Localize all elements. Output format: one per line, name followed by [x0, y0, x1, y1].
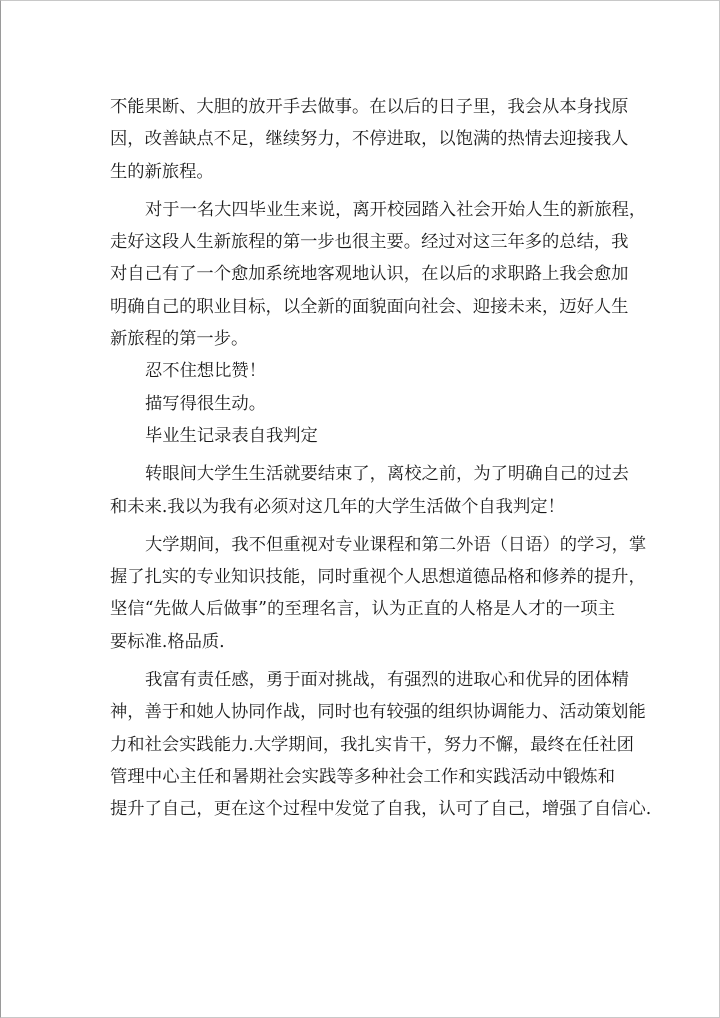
text-line: 管理中心主任和暑期社会实践等多种社会工作和实践活动中锻炼和	[110, 766, 615, 787]
text-line: 明确自己的职业目标，以全新的面貌面向社会、迎接未来，迈好人生	[110, 296, 629, 317]
text-line: 和未来.我以为我有必须对这几年的大学生活做个自我判定！	[110, 496, 565, 517]
text-line: 神，善于和她人协同作战，同时也有较强的组织协调能力、活动策划能	[110, 702, 646, 723]
text-line: 因，改善缺点不足，继续努力，不停进取，以饱满的热情去迎接我人	[110, 129, 629, 150]
text-line: 力和社会实践能力.大学期间，我扎实肯干，努力不懈，最终在任社团	[110, 734, 634, 755]
text-line: 提升了自己，更在这个过程中发觉了自我，认可了自己，增强了自信心.	[110, 799, 652, 820]
paragraph	[110, 458, 629, 523]
paragraph	[110, 355, 615, 387]
paragraph	[110, 388, 615, 420]
text-line: 对自己有了一个愈加系统地客观地认识，在以后的求职路上我会愈加	[110, 264, 629, 285]
text-line: 转眼间大学生生活就要结束了，离校之前，为了明确自己的过去	[145, 464, 629, 485]
paragraph	[110, 194, 647, 355]
text-line: 描写得很生动。	[145, 393, 266, 414]
section-heading	[110, 420, 615, 452]
text-line: 走好这段人生新旅程的第一步也很主要。经过对这三年多的总结，我	[110, 232, 629, 253]
text-line: 握了扎实的专业知识技能，同时重视个人思想道德品格和修养的提升，	[110, 567, 646, 588]
text-line: 生的新旅程。	[110, 161, 214, 182]
text-line: 不能果断、大胆的放开手去做事。在以后的日子里，我会从本身找原	[110, 97, 629, 117]
text-line: 大学期间，我不但重视对专业课程和第二外语（日语）的学习，掌	[145, 534, 647, 555]
text-line: 要标准.格品质.	[110, 631, 225, 652]
text-line: 毕业生记录表自我判定	[145, 425, 318, 446]
paragraph	[110, 664, 652, 825]
paragraph	[110, 529, 647, 658]
text-line: 对于一名大四毕业生来说，离开校园踏入社会开始人生的新旅程，	[145, 199, 647, 220]
text-line: 新旅程的第一步。	[110, 329, 249, 350]
document-body	[110, 91, 652, 826]
text-line: 我富有责任感，勇于面对挑战，有强烈的进取心和优异的团体精	[145, 670, 629, 691]
paragraph	[110, 91, 629, 188]
text-line: 忍不住想比赞！	[145, 361, 266, 382]
text-line: 坚信“先做人后做事”的至理名言，认为正直的人格是人才的一项主	[110, 599, 615, 620]
